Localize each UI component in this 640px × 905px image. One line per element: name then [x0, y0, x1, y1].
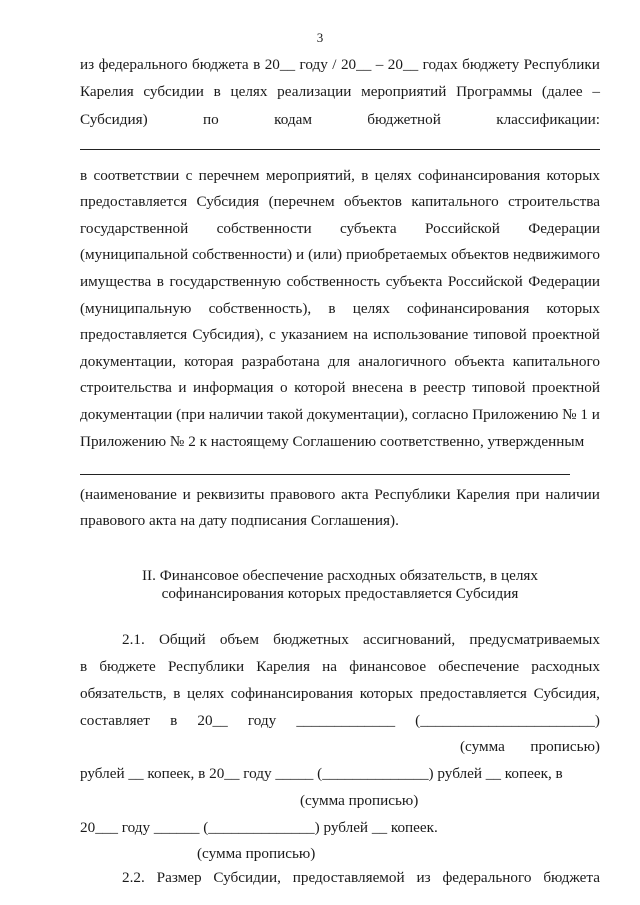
- word: бюджета: [543, 869, 600, 886]
- word: Размер: [156, 869, 202, 886]
- word: проектной: [532, 326, 600, 343]
- clause-2-1-line-4: [80, 711, 600, 731]
- word: Карелия: [256, 658, 310, 675]
- word: предоставляется: [80, 326, 188, 343]
- word: ассигнований,: [362, 631, 456, 648]
- word: мероприятий,: [265, 167, 355, 184]
- word: при: [515, 486, 540, 503]
- word: правового: [270, 486, 336, 503]
- word: объектов: [451, 246, 510, 263]
- word: в: [80, 658, 88, 675]
- word: в: [173, 685, 181, 702]
- word: соответствии: [93, 167, 180, 184]
- word: такой: [267, 406, 304, 423]
- word: наличии: [545, 486, 600, 503]
- para1-line-7: [80, 325, 600, 345]
- word: разработана: [241, 353, 320, 370]
- word: в: [361, 167, 369, 184]
- word: недвижимого: [512, 246, 600, 263]
- word: софинансирования: [407, 300, 530, 317]
- word: Федерации: [528, 273, 600, 290]
- word: проектной: [532, 379, 600, 396]
- page-number: 3: [316, 30, 324, 45]
- word: имущества: [80, 273, 152, 290]
- word: собственности: [216, 220, 312, 237]
- word: (муниципальную: [80, 300, 192, 317]
- word: субъекта: [385, 273, 443, 290]
- word: 2.1.: [122, 631, 145, 648]
- para1-line-2: [80, 192, 600, 212]
- word: которая: [184, 353, 234, 370]
- word: Российской: [425, 220, 500, 237]
- word: Программы: [456, 83, 533, 100]
- word: году: [299, 56, 328, 73]
- word: в: [328, 300, 336, 317]
- word: в: [170, 712, 178, 729]
- para1-line-5: [80, 272, 600, 292]
- word: на: [322, 658, 338, 675]
- word: (далее: [541, 83, 583, 100]
- word: в: [409, 379, 417, 396]
- note-line-1: [80, 485, 600, 505]
- amount-words-caption-2: (сумма прописью): [300, 792, 419, 809]
- word: мероприятий: [361, 83, 447, 100]
- word: федерального: [442, 869, 532, 886]
- para1-line-9: [80, 378, 600, 398]
- word: в: [253, 56, 261, 73]
- word: предоставляется: [80, 193, 188, 210]
- word: бюджету: [462, 56, 520, 73]
- word: софинансирования: [230, 685, 354, 702]
- word: информация: [193, 379, 274, 396]
- word: предусматриваемых: [469, 631, 600, 648]
- word: Республики: [523, 56, 600, 73]
- word: (перечнем: [268, 193, 335, 210]
- note-line-2: правового акта на дату подписания Соглашения).: [80, 512, 399, 529]
- word: объектов: [344, 193, 402, 210]
- clause-2-1-line-2: [80, 657, 600, 677]
- word: Субсидии,: [213, 869, 281, 886]
- intro-line-2: [80, 82, 600, 102]
- intro-line-3: [80, 110, 600, 130]
- clause-2-1-line-1: [122, 630, 600, 650]
- para1-line-1: [80, 166, 600, 186]
- word: Республики: [374, 486, 451, 503]
- word: типовой: [472, 379, 526, 396]
- word: целях: [374, 167, 412, 184]
- para1-line-6: [80, 299, 600, 319]
- word: с: [269, 326, 276, 343]
- word: для: [327, 353, 351, 370]
- word: предоставляемой: [292, 869, 405, 886]
- clause-2-1-line-3: [80, 684, 600, 704]
- word: внесена: [352, 379, 403, 396]
- word: годах: [422, 56, 458, 73]
- word: по: [203, 111, 219, 128]
- word: Субсидия): [80, 111, 148, 128]
- blank-line-legal-act: [80, 474, 570, 475]
- word: –: [592, 83, 600, 100]
- word: которых: [546, 300, 600, 317]
- word: /: [332, 56, 337, 73]
- word: Федерации: [528, 220, 600, 237]
- clause-2-1-line-6: рублей __ копеек, в 20__ году _____ (______________) рублей __ копеек, в: [80, 765, 563, 782]
- intro-line-1: [80, 55, 600, 75]
- clause-2-1-line-8: 20___ году ______ (______________) рублей __ копеек.: [80, 819, 438, 836]
- word: 20__: [264, 56, 296, 73]
- word: которой: [294, 379, 346, 396]
- word: целях: [187, 685, 225, 702]
- word: типовой: [473, 326, 527, 343]
- word: указанием: [280, 326, 348, 343]
- word: и: [296, 246, 305, 263]
- word: согласно: [411, 406, 469, 423]
- word: Субсидия),: [192, 326, 264, 343]
- para1-line-11: Приложению № 2 к настоящему Соглашению соответственно, утвержденным: [80, 433, 585, 450]
- word: капитального: [411, 193, 499, 210]
- word: о: [280, 379, 288, 396]
- word: предоставляется: [419, 685, 527, 702]
- word: реализации: [277, 83, 352, 100]
- word: обеспечение: [438, 658, 520, 675]
- word: бюджетной: [367, 111, 441, 128]
- word: строительства: [508, 193, 600, 210]
- word: (_______________________): [415, 712, 600, 729]
- word: Субсидия: [196, 193, 260, 210]
- word: 20__: [340, 56, 372, 73]
- word: в: [80, 167, 88, 184]
- word: и: [591, 406, 600, 423]
- word: государственную: [169, 273, 281, 290]
- word: Субсидия,: [533, 685, 600, 702]
- word: из: [416, 869, 431, 886]
- section-title-line-1: II. Финансовое обеспечение расходных обязательств, в целях: [142, 567, 538, 584]
- word: которых: [359, 685, 414, 702]
- word: 20__: [197, 712, 228, 729]
- word: финансовое: [349, 658, 427, 675]
- word: (или): [308, 246, 343, 263]
- word: субсидии: [143, 83, 204, 100]
- blank-line-classification: [80, 149, 600, 150]
- word: использование: [373, 326, 469, 343]
- word: (наименование: [80, 486, 177, 503]
- word: целях: [352, 300, 390, 317]
- word: строительства: [80, 379, 172, 396]
- word: Республики: [167, 658, 245, 675]
- word: на: [353, 326, 368, 343]
- word: расходных: [531, 658, 600, 675]
- word: 1: [580, 406, 588, 423]
- word: федерального: [98, 56, 188, 73]
- word: (при: [176, 406, 206, 423]
- word: –: [375, 56, 384, 73]
- word: Российской: [447, 273, 523, 290]
- word: классификации:: [496, 111, 600, 128]
- word: собственность),: [208, 300, 312, 317]
- amount-words-caption-1: [460, 737, 600, 757]
- word: реквизиты: [196, 486, 265, 503]
- word: обязательств,: [80, 685, 167, 702]
- word: прописью): [530, 738, 600, 755]
- word: году: [247, 712, 277, 729]
- word: государственной: [80, 220, 189, 237]
- word: (муниципальной: [80, 246, 189, 263]
- word: объем: [219, 631, 259, 648]
- word: _____________: [296, 712, 396, 729]
- word: Приложению: [472, 406, 559, 423]
- word: Общий: [158, 631, 206, 648]
- amount-words-caption-3: (сумма прописью): [197, 845, 316, 862]
- para1-line-8: [80, 352, 600, 372]
- word: бюджета: [192, 56, 249, 73]
- word: Карелия: [80, 83, 134, 100]
- word: собственности): [192, 246, 293, 263]
- word: Карелия: [456, 486, 510, 503]
- word: в: [213, 83, 221, 100]
- para1-line-4: [80, 245, 600, 265]
- word: субъекта: [340, 220, 397, 237]
- word: в: [156, 273, 164, 290]
- word: (сумма: [460, 738, 505, 755]
- para1-line-10: [80, 405, 600, 425]
- word: аналогичного: [358, 353, 447, 370]
- word: и: [178, 379, 187, 396]
- word: софинансирования: [417, 167, 541, 184]
- word: которых: [546, 167, 600, 184]
- word: приобретаемых: [345, 246, 448, 263]
- word: собственность: [286, 273, 381, 290]
- word: бюджетных: [273, 631, 349, 648]
- word: наличии: [208, 406, 264, 423]
- word: целях: [230, 83, 268, 100]
- word: кодам: [274, 111, 312, 128]
- word: бюджете: [99, 658, 156, 675]
- section-title-line-2: софинансирования которых предоставляется Субсидия: [161, 585, 519, 602]
- word: капитального: [512, 353, 600, 370]
- word: объекта: [454, 353, 505, 370]
- word: документации),: [306, 406, 409, 423]
- word: перечнем: [198, 167, 260, 184]
- word: документации,: [80, 353, 177, 370]
- word: 20__: [387, 56, 419, 73]
- word: составляет: [80, 712, 150, 729]
- word: 2.2.: [122, 869, 145, 886]
- word: №: [562, 406, 577, 423]
- word: документации: [80, 406, 173, 423]
- word: акта: [341, 486, 369, 503]
- clause-2-2-line-1: [122, 868, 600, 888]
- word: с: [185, 167, 193, 184]
- word: из: [80, 56, 95, 73]
- para1-line-3: [80, 219, 600, 239]
- word: реестр: [423, 379, 466, 396]
- word: и: [182, 486, 191, 503]
